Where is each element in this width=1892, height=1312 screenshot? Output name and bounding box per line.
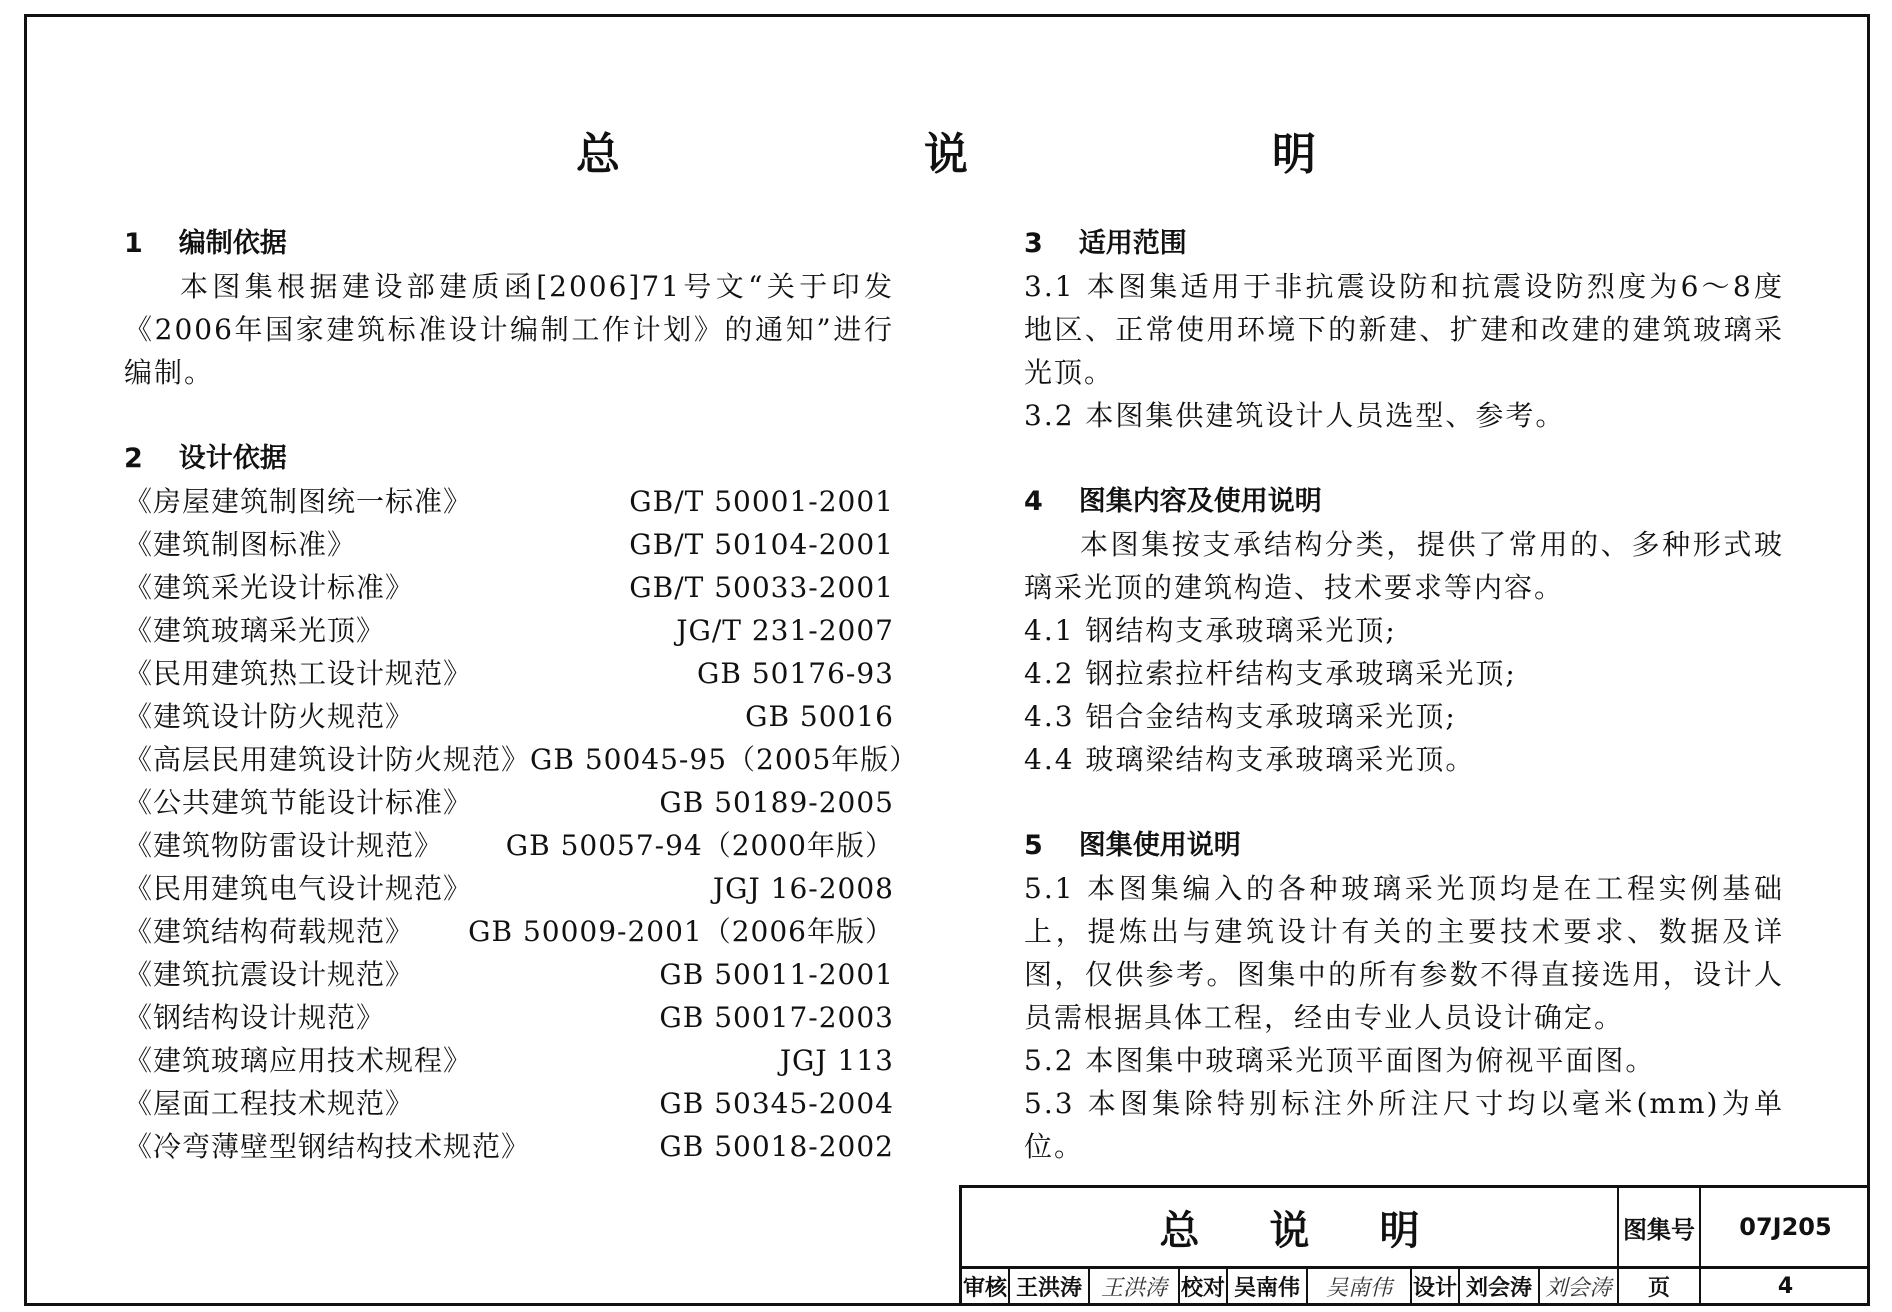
standard-name: 《建筑制图标准》 <box>124 528 357 561</box>
section-3-p1: 3.1 本图集适用于非抗震设防和抗震设防烈度为6～8度地区、正常使用环境下的新建、扩建和改建的建筑玻璃采光顶。 <box>1024 270 1784 389</box>
standard-name: 《高层民用建筑设计防火规范》 <box>124 743 531 776</box>
design-name: 刘会涛 <box>1460 1266 1540 1306</box>
section-4-item: 4.4 玻璃梁结构支承玻璃采光顶。 <box>1024 743 1476 776</box>
standard-row <box>124 781 894 824</box>
standard-row <box>124 1082 894 1125</box>
standard-row <box>124 867 894 910</box>
design-label: 设计 <box>1412 1266 1460 1306</box>
section-5-p3: 5.3 本图集除特别标注外所注尺寸均以毫米(mm)为单位。 <box>1024 1087 1784 1163</box>
section-2-heading: 2 设计依据 <box>124 443 287 474</box>
standards-list <box>124 480 919 1168</box>
section-5-heading: 5 图集使用说明 <box>1024 830 1241 861</box>
section-4-intro: 本图集按支承结构分类，提供了常用的、多种形式玻璃采光顶的建筑构造、技术要求等内容。 <box>1024 528 1784 604</box>
page-number: 4 <box>1777 1273 1794 1299</box>
standard-code: GB 50045-95（2005年版） <box>530 743 919 776</box>
check-label: 校对 <box>1180 1266 1228 1306</box>
standard-code: GB 50017-2003 <box>659 1001 894 1034</box>
standard-code: GB 50009-2001（2006年版） <box>468 915 894 948</box>
standard-name: 《建筑物防雷设计规范》 <box>124 829 444 862</box>
section-4-heading: 4 图集内容及使用说明 <box>1024 486 1322 517</box>
standard-row <box>124 996 894 1039</box>
section-1-heading: 1 编制依据 <box>124 228 287 259</box>
standard-code: GB/T 50033-2001 <box>629 571 894 604</box>
section-3-heading: 3 适用范围 <box>1024 228 1187 259</box>
review-label: 审核 <box>962 1266 1010 1306</box>
standard-code: GB/T 50104-2001 <box>629 528 894 561</box>
standard-name: 《建筑采光设计标准》 <box>124 571 415 604</box>
standard-name: 《屋面工程技术规范》 <box>124 1087 415 1120</box>
page-title: 总 说 明 <box>576 129 1446 180</box>
standard-row <box>124 1125 894 1168</box>
atlas-number-value: 07J205 <box>1739 1213 1832 1241</box>
standard-name: 《冷弯薄壁型钢结构技术规范》 <box>124 1130 531 1163</box>
standard-row <box>124 738 919 781</box>
standard-code: GB/T 50001-2001 <box>629 485 894 518</box>
standard-code: JG/T 231-2007 <box>676 614 894 647</box>
standard-name: 《民用建筑电气设计规范》 <box>124 872 473 905</box>
standard-name: 《建筑抗震设计规范》 <box>124 958 415 991</box>
standard-row <box>124 523 894 566</box>
section-5-p2: 5.2 本图集中玻璃采光顶平面图为俯视平面图。 <box>1024 1044 1656 1077</box>
standard-row <box>124 566 894 609</box>
right-column <box>1024 222 1784 1168</box>
standard-row <box>124 652 894 695</box>
standard-name: 《钢结构设计规范》 <box>124 1001 386 1034</box>
page-label: 页 <box>1619 1266 1701 1306</box>
atlas-number-label: 图集号 <box>1619 1188 1701 1266</box>
design-signature: 刘会涛 <box>1540 1266 1619 1306</box>
standard-name: 《民用建筑热工设计规范》 <box>124 657 473 690</box>
title-block <box>959 1185 1870 1306</box>
standard-row <box>124 609 894 652</box>
standard-code: GB 50057-94（2000年版） <box>505 829 894 862</box>
standard-row <box>124 824 894 867</box>
standard-code: GB 50016 <box>745 700 894 733</box>
left-column <box>124 222 919 1168</box>
standard-code: GB 50011-2001 <box>659 958 894 991</box>
review-name: 王洪涛 <box>1010 1266 1090 1306</box>
section-4-item: 4.2 钢拉索拉杆结构支承玻璃采光顶; <box>1024 657 1517 690</box>
standard-name: 《建筑玻璃应用技术规程》 <box>124 1044 473 1077</box>
titleblock-title: 总说明 <box>962 1188 1619 1266</box>
standard-row <box>124 910 894 953</box>
standard-name: 《建筑玻璃采光顶》 <box>124 614 386 647</box>
standard-name: 《房屋建筑制图统一标准》 <box>124 485 473 518</box>
standard-name: 《建筑结构荷载规范》 <box>124 915 415 948</box>
section-3-p2: 3.2 本图集供建筑设计人员选型、参考。 <box>1024 399 1566 432</box>
standard-row <box>124 953 894 996</box>
check-name: 吴南伟 <box>1228 1266 1308 1306</box>
standard-code: GB 50345-2004 <box>659 1087 894 1120</box>
section-1-text: 本图集根据建设部建质函[2006]71号文“关于印发《2006年国家建筑标准设计编制工作计划》的通知”进行编制。 <box>124 270 894 389</box>
standard-row <box>124 695 894 738</box>
review-signature: 王洪涛 <box>1090 1266 1180 1306</box>
standard-code: GB 50018-2002 <box>659 1130 894 1163</box>
standard-code: GB 50176-93 <box>696 657 894 690</box>
standard-code: GB 50189-2005 <box>659 786 894 819</box>
standard-code: JGJ 16-2008 <box>712 872 894 905</box>
section-4-item: 4.1 钢结构支承玻璃采光顶; <box>1024 614 1397 647</box>
standard-name: 《建筑设计防火规范》 <box>124 700 415 733</box>
standard-name: 《公共建筑节能设计标准》 <box>124 786 473 819</box>
standard-row <box>124 1039 894 1082</box>
standard-code: JGJ 113 <box>779 1044 894 1077</box>
standard-row <box>124 480 894 523</box>
section-5-p1: 5.1 本图集编入的各种玻璃采光顶均是在工程实例基础上，提炼出与建筑设计有关的主要技术要求、数据及详图，仅供参考。图集中的所有参数不得直接选用，设计人员需根据具体工程，经由专业人员设计确定。 <box>1024 872 1784 1034</box>
check-signature: 吴南伟 <box>1308 1266 1412 1306</box>
section-4-item: 4.3 铝合金结构支承玻璃采光顶; <box>1024 700 1457 733</box>
